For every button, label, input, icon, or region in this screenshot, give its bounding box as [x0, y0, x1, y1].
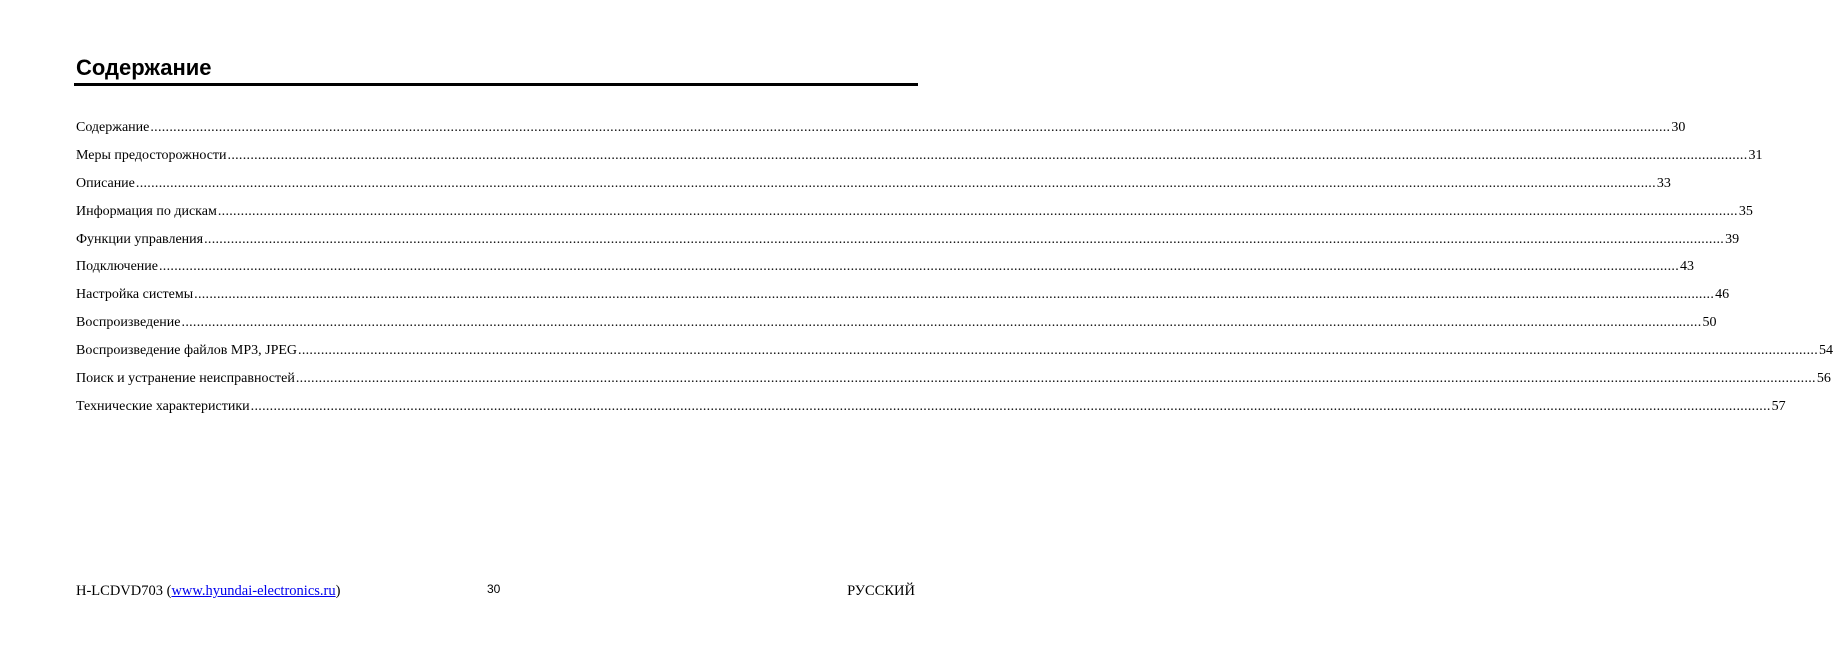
toc-entry-page: 39 — [1725, 231, 1740, 247]
toc-entry-label: Подключение — [76, 259, 158, 275]
toc-entry[interactable] — [76, 142, 1763, 170]
footer-page-number: 30 — [487, 582, 501, 596]
toc-dot-leader: ................................................................................................................................................................................................................................................................................................................................................................................................................ — [194, 287, 1715, 303]
table-of-contents — [76, 114, 1833, 421]
toc-entry[interactable] — [76, 226, 1740, 254]
toc-dot-leader: ................................................................................................................................................................................................................................................................................................................................................................................................................ — [204, 231, 1725, 247]
toc-dot-leader: ................................................................................................................................................................................................................................................................................................................................................................................................................ — [181, 315, 1702, 331]
toc-entry-page: 56 — [1816, 371, 1831, 387]
toc-entry-label: Описание — [76, 175, 135, 191]
toc-dot-leader: ................................................................................................................................................................................................................................................................................................................................................................................................................ — [227, 147, 1748, 163]
toc-entry-page: 31 — [1748, 147, 1763, 163]
toc-dot-leader: ................................................................................................................................................................................................................................................................................................................................................................................................................ — [150, 120, 1671, 135]
toc-entry-page: 43 — [1680, 259, 1694, 275]
toc-entry-label: Функции управления — [76, 231, 204, 247]
toc-entry[interactable] — [76, 365, 1831, 393]
toc-entry[interactable] — [76, 198, 1753, 226]
toc-entry-page: 33 — [1656, 175, 1671, 191]
toc-entry-page: 54 — [1819, 343, 1833, 359]
toc-entry-label: Воспроизведение — [76, 315, 181, 331]
title-divider — [74, 83, 918, 86]
toc-entry[interactable] — [76, 309, 1717, 337]
toc-entry[interactable] — [76, 170, 1671, 198]
page-title: Содержание — [76, 55, 212, 80]
toc-dot-leader: ................................................................................................................................................................................................................................................................................................................................................................................................................ — [250, 398, 1771, 414]
toc-dot-leader: ................................................................................................................................................................................................................................................................................................................................................................................................................ — [159, 259, 1679, 275]
toc-entry-label: Настройка системы — [76, 287, 194, 303]
toc-entry-label: Информация по дискам — [76, 203, 217, 219]
footer-model-suffix: ) — [335, 583, 341, 599]
toc-entry[interactable] — [76, 114, 1686, 142]
toc-entry-page: 35 — [1738, 203, 1753, 219]
toc-dot-leader: ................................................................................................................................................................................................................................................................................................................................................................................................................ — [295, 371, 1816, 387]
toc-entry[interactable] — [76, 393, 1786, 421]
toc-entry[interactable] — [76, 281, 1730, 309]
toc-dot-leader: ................................................................................................................................................................................................................................................................................................................................................................................................................ — [298, 343, 1819, 359]
footer-language: РУССКИЙ — [847, 583, 915, 599]
toc-entry-label: Воспроизведение файлов MP3, JPEG — [76, 343, 298, 359]
toc-entry-page: 30 — [1671, 120, 1686, 135]
toc-entry-page: 57 — [1771, 398, 1786, 414]
toc-dot-leader: ................................................................................................................................................................................................................................................................................................................................................................................................................ — [217, 203, 1738, 219]
website-link[interactable]: www.hyundai-electronics.ru — [171, 583, 336, 599]
toc-entry-label: Технические характеристики — [76, 398, 250, 414]
toc-entry-label: Меры предосторожности — [76, 147, 227, 163]
toc-entry-page: 50 — [1702, 315, 1717, 331]
toc-entry-page: 46 — [1715, 287, 1730, 303]
footer-model-text: H-LCDVD703 ( — [76, 583, 172, 599]
toc-dot-leader: ................................................................................................................................................................................................................................................................................................................................................................................................................ — [135, 175, 1656, 191]
footer-model — [76, 582, 340, 600]
toc-entry-label: Содержание — [76, 120, 150, 135]
toc-entry[interactable] — [76, 337, 1833, 365]
toc-entry[interactable] — [76, 253, 1694, 281]
toc-entry-label: Поиск и устранение неисправностей — [76, 371, 295, 387]
